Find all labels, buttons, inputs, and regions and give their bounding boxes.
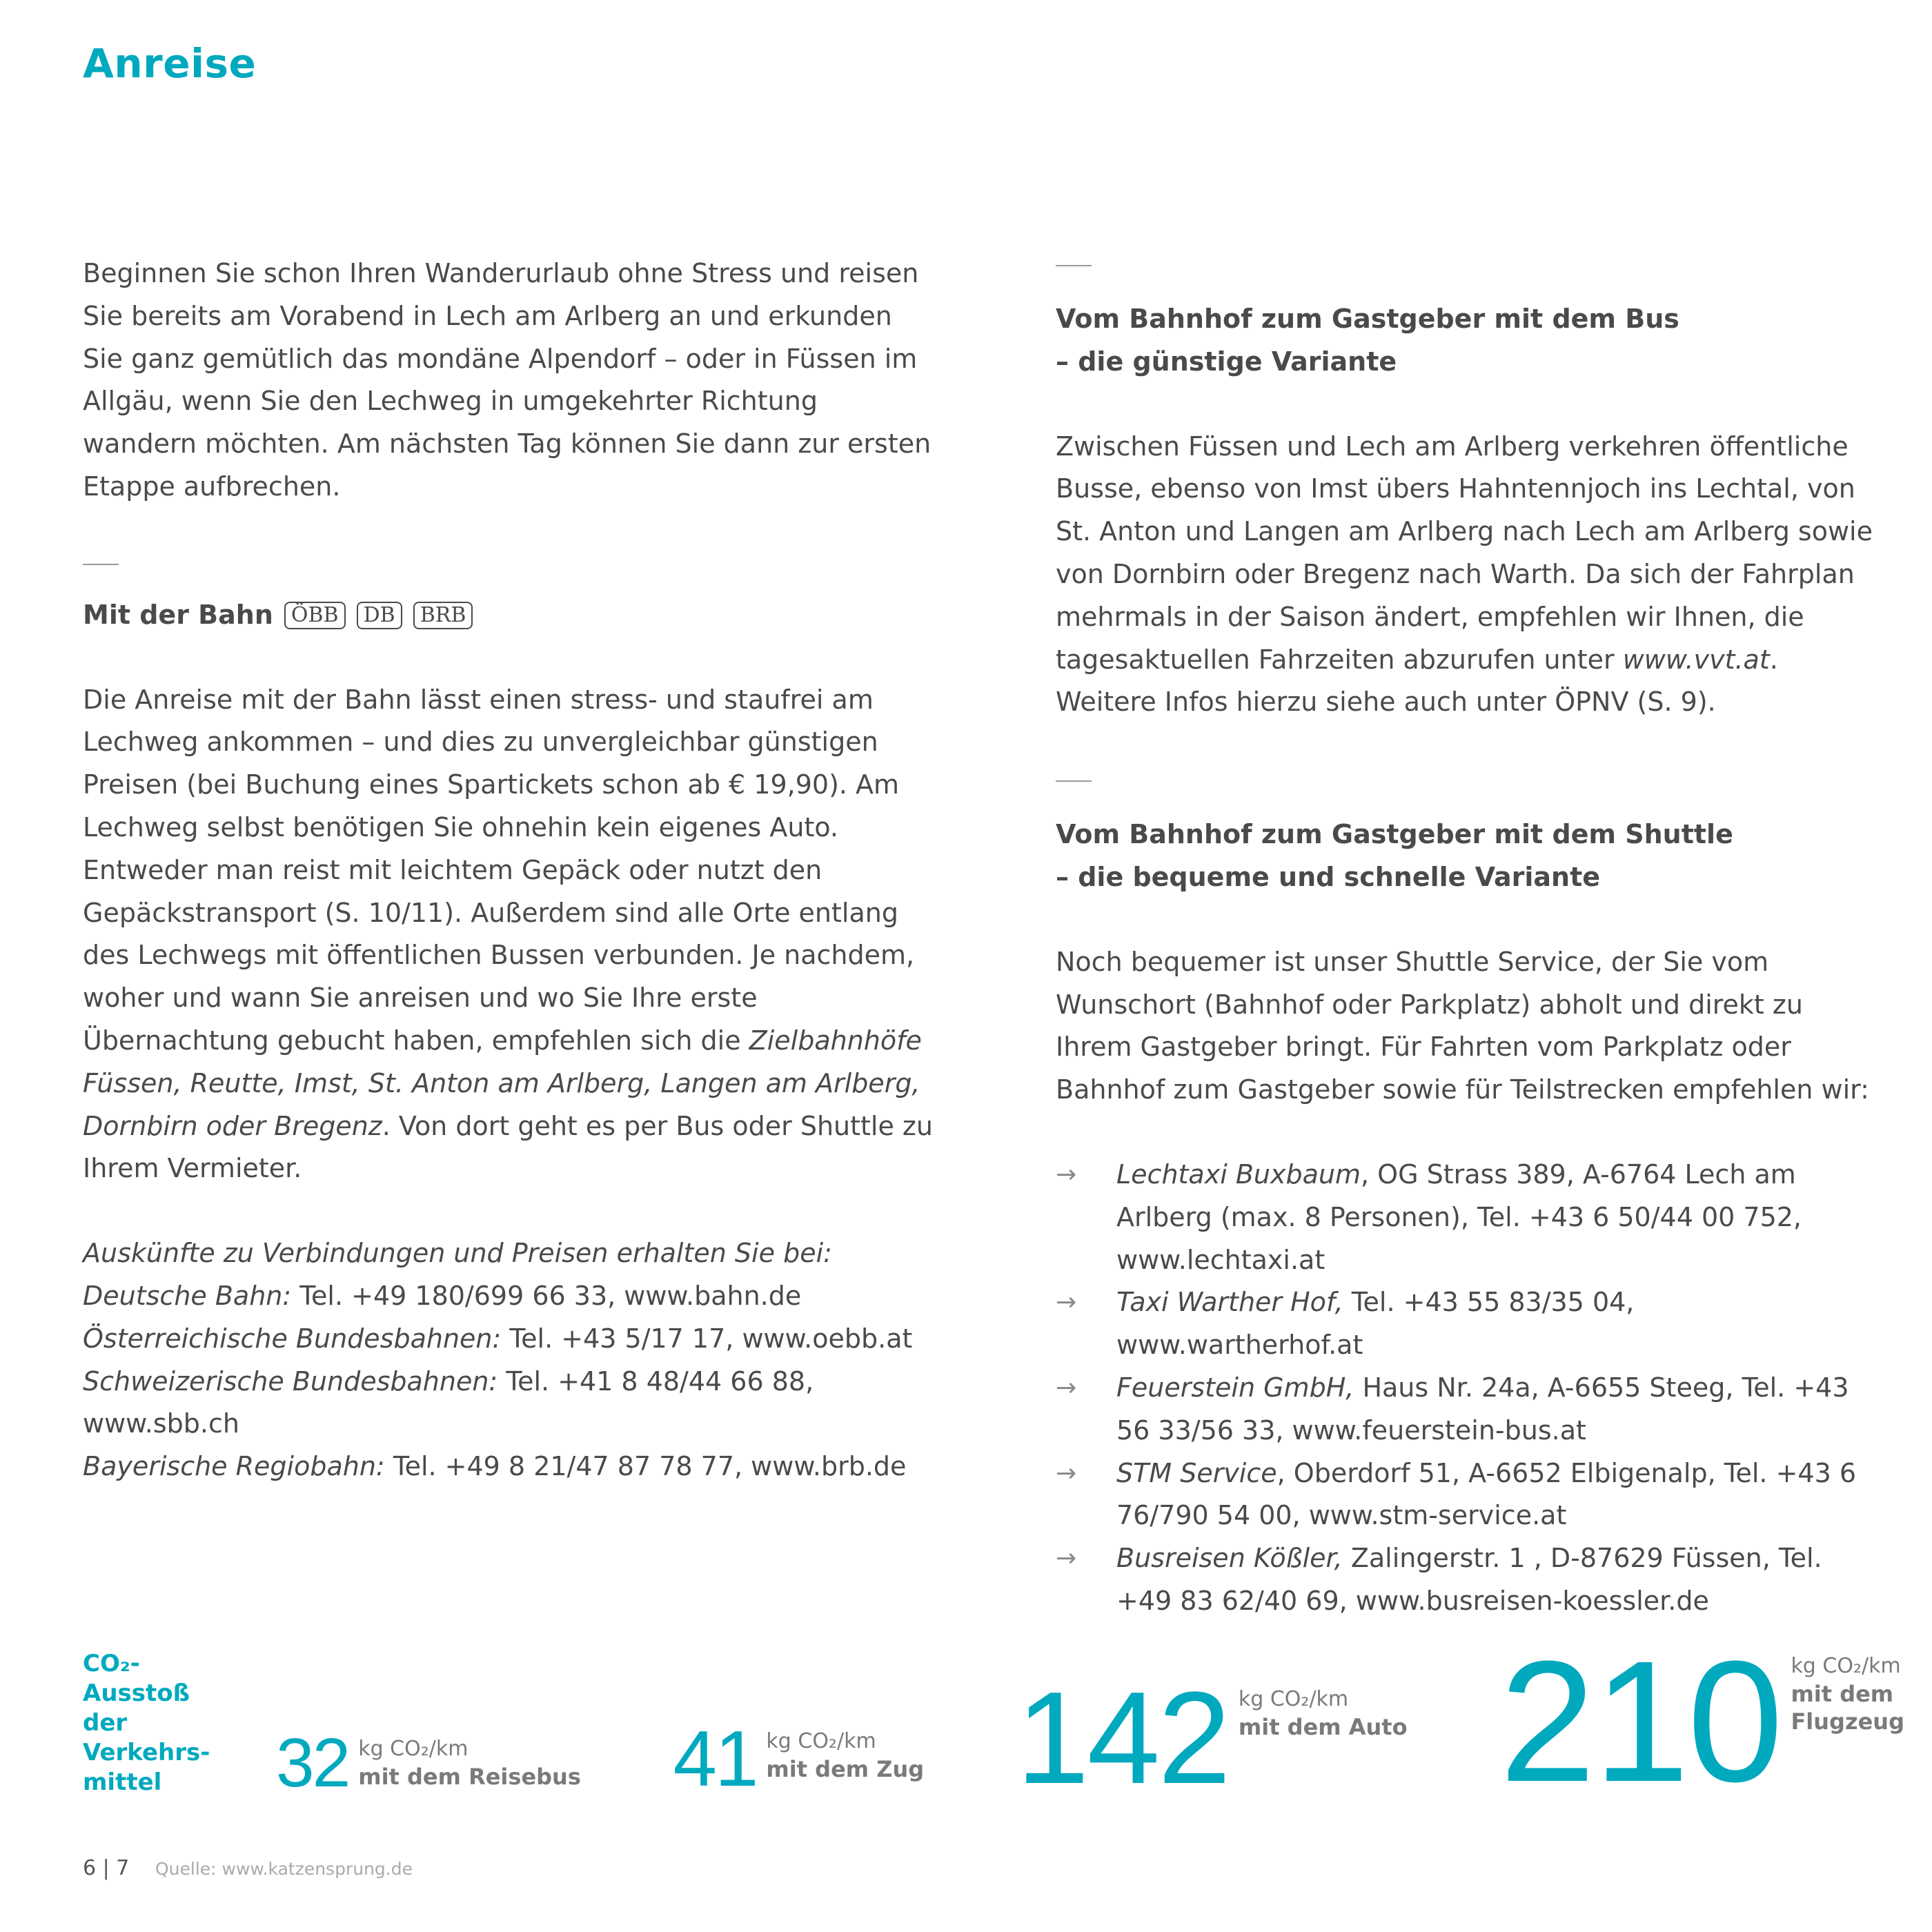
contact-item [83, 1275, 938, 1318]
provider-item [1056, 1281, 1884, 1367]
shuttle-heading [1056, 814, 1884, 899]
co2-value: 32 [276, 1724, 349, 1802]
provider-name: Taxi Warther Hof, [1116, 1287, 1343, 1318]
bahn-text-part: . Von dort geht es per Bus oder Shuttle zu Ihrem Vermieter. [83, 1110, 933, 1184]
intro-paragraph: Beginnen Sie schon Ihren Wanderurlaub ohne Stress und reisen Sie bereits am Vorabend in Lech am Arlberg an und erkunden Sie ganz gemütlich das mondäne Alpendorf – oder in Füssen im Allgäu, wenn Sie den Lechweg in umgekehrter Richtung wandern möchten. Am nächsten Tag können Sie dann zur ersten Etappe aufbrechen. [83, 258, 931, 502]
arrow-right-icon: → [1056, 1373, 1077, 1402]
co2-item-car [1016, 1665, 1408, 1811]
co2-mode: Flugzeug [1791, 1708, 1904, 1735]
co2-item-plane [1499, 1625, 1904, 1817]
co2-unit: kg CO₂/km [358, 1737, 469, 1761]
contact-item [83, 1361, 938, 1446]
page-numbers: 6 | 7 [83, 1856, 130, 1880]
vvt-link[interactable]: www.vvt.at [1622, 644, 1770, 675]
contact-details[interactable]: Tel. +41 8 48/44 66 88, www.sbb.ch [83, 1366, 814, 1439]
contact-item [83, 1318, 938, 1361]
co2-text [766, 1728, 924, 1783]
section-divider [83, 564, 119, 565]
contact-name: Deutsche Bahn: [83, 1280, 292, 1311]
source-note: Quelle: www.katzensprung.de [155, 1859, 413, 1879]
provider-item [1056, 1537, 1884, 1623]
contact-name: Bayerische Regiobahn: [83, 1451, 385, 1482]
bus-text-part: Zwischen Füssen und Lech am Arlberg verkehren öffentliche Busse, ebenso von Imst übers Hahntennjoch ins Lechtal, von St. Anton und Langen am Arlberg nach Lech am Arlberg sowie von Dornbirn oder Bregenz nach Warth. Da sich der Fahrplan mehrmals in der Saison ändert, empfehlen wir Ihnen, die tagesaktuellen Fahrzeiten abzurufen unter [1056, 431, 1873, 675]
contact-name: Schweizerische Bundesbahnen: [83, 1366, 498, 1397]
co2-value: 210 [1499, 1625, 1782, 1817]
contact-list [83, 1275, 938, 1488]
arrow-right-icon: → [1056, 1459, 1077, 1488]
section-divider [1056, 780, 1092, 782]
arrow-right-icon: → [1056, 1288, 1077, 1317]
page-title: Anreise [83, 40, 257, 87]
contact-details[interactable]: Tel. +49 8 21/47 87 78 77, www.brb.de [384, 1451, 907, 1482]
co2-unit: kg CO₂/km [1791, 1654, 1901, 1678]
co2-mode: mit dem Zug [766, 1755, 925, 1782]
co2-value: 142 [1016, 1665, 1229, 1811]
co2-label-line: Ausstoß [83, 1679, 190, 1707]
provider-details[interactable]: Tel. +43 55 83/35 04, www.wartherhof.at [1116, 1287, 1635, 1361]
co2-unit: kg CO₂/km [766, 1728, 876, 1753]
brb-logo-icon: BRB [413, 602, 473, 629]
co2-unit: kg CO₂/km [1238, 1687, 1349, 1711]
contact-details[interactable]: Tel. +49 180/699 66 33, www.bahn.de [291, 1280, 802, 1311]
shuttle-heading-line: – die bequeme und schnelle Variante [1056, 861, 1601, 892]
shuttle-paragraph: Noch bequemer ist unser Shuttle Service, der Sie vom Wunschort (Bahnhof oder Parkplatz) abholt und direkt zu Ihrem Gastgeber bringt. Für Fahrten vom Parkplatz oder Bahnhof zum Gastgeber sowie für Teilstrecken empfehlen wir: [1056, 946, 1869, 1105]
left-column [83, 253, 938, 1488]
contact-item [83, 1446, 938, 1488]
co2-mode: mit dem Reisebus [358, 1764, 581, 1790]
shuttle-heading-line: Vom Bahnhof zum Gastgeber mit dem Shuttle [1056, 819, 1733, 850]
co2-comparison-row [276, 1625, 1904, 1817]
provider-item [1056, 1452, 1884, 1538]
arrow-right-icon: → [1056, 1544, 1077, 1573]
co2-text [1791, 1653, 1904, 1735]
co2-mode: mit dem [1791, 1681, 1894, 1707]
contact-name: Österreichische Bundesbahnen: [83, 1323, 502, 1354]
co2-value: 41 [673, 1715, 757, 1803]
contacts-intro: Auskünfte zu Verbindungen und Preisen erhalten Sie bei: [83, 1238, 832, 1269]
right-column [1056, 265, 1884, 1623]
bahn-text-part: Die Anreise mit der Bahn lässt einen stress- und staufrei am Lechweg ankommen – und dies zu unvergleichbar günstigen Preisen (bei Buchung eines Spartickets schon ab € 19,90). Am Lechweg selbst benötigen Sie ohnehin kein eigenes Auto. Entweder man reist mit leichtem Gepäck oder nutzt den Gepäckstransport (S. 10/11). Außerdem sind alle Orte entlang des Lechwegs mit öffentlichen Bussen verbunden. Je nachdem, woher und wann Sie anreisen und wo Sie Ihre erste Übernachtung gebucht haben, empfehlen sich die [83, 684, 915, 1056]
db-logo-icon: DB [357, 602, 402, 629]
bus-heading-line: Vom Bahnhof zum Gastgeber mit dem Bus [1056, 304, 1679, 334]
bus-heading [1056, 298, 1884, 384]
provider-item [1056, 1154, 1884, 1281]
provider-details[interactable]: Haus Nr. 24a, A-6655 Steeg, Tel. +43 56 33/56 33, www.feuerstein-bus.at [1116, 1372, 1849, 1446]
provider-name: Lechtaxi Buxbaum [1116, 1159, 1361, 1190]
oebb-logo-icon: ÖBB [284, 602, 346, 629]
bus-paragraph [1056, 426, 1884, 724]
co2-label-line: der [83, 1709, 128, 1737]
co2-label [83, 1649, 210, 1797]
co2-label-line: Verkehrs- [83, 1739, 210, 1766]
bahn-paragraph [83, 679, 938, 1191]
contact-details[interactable]: Tel. +43 5/17 17, www.oebb.at [501, 1323, 913, 1354]
bahn-heading [83, 594, 938, 637]
co2-label-line: CO₂- [83, 1650, 140, 1677]
co2-text [358, 1735, 581, 1791]
co2-mode: mit dem Auto [1238, 1714, 1408, 1740]
provider-name: STM Service [1116, 1457, 1277, 1488]
provider-details[interactable]: , Oberdorf 51, A-6652 Elbigenalp, Tel. +43 6 76/790 54 00, www.stm-service.at [1116, 1457, 1857, 1531]
provider-item [1056, 1367, 1884, 1452]
bahn-heading-text: Mit der Bahn [83, 599, 273, 630]
bahn-destinations: Zielbahnhöfe Füssen, Reutte, Imst, St. Anton am Arlberg, Langen am Arlberg, Dornbirn oder Bregenz [83, 1025, 922, 1141]
co2-item-bus [276, 1724, 581, 1802]
provider-details[interactable]: Zalingerstr. 1 , D-87629 Füssen, Tel. +49 83 62/40 69, www.busreisen-koessler.de [1116, 1543, 1822, 1616]
bus-text-part: . Weitere Infos hierzu siehe auch unter ÖPNV (S. 9). [1056, 644, 1778, 718]
co2-item-train [673, 1715, 925, 1803]
arrow-right-icon: → [1056, 1160, 1077, 1189]
provider-name: Feuerstein GmbH, [1116, 1372, 1354, 1403]
co2-label-line: mittel [83, 1768, 162, 1796]
provider-details[interactable]: , OG Strass 389, A-6764 Lech am Arlberg (max. 8 Personen), Tel. +43 6 50/44 00 752, www.lechtaxi.at [1116, 1159, 1802, 1275]
bus-heading-line: – die günstige Variante [1056, 346, 1397, 377]
section-divider [1056, 265, 1092, 266]
co2-text [1239, 1686, 1408, 1741]
provider-list [1056, 1154, 1884, 1623]
provider-name: Busreisen Kößler, [1116, 1543, 1343, 1574]
